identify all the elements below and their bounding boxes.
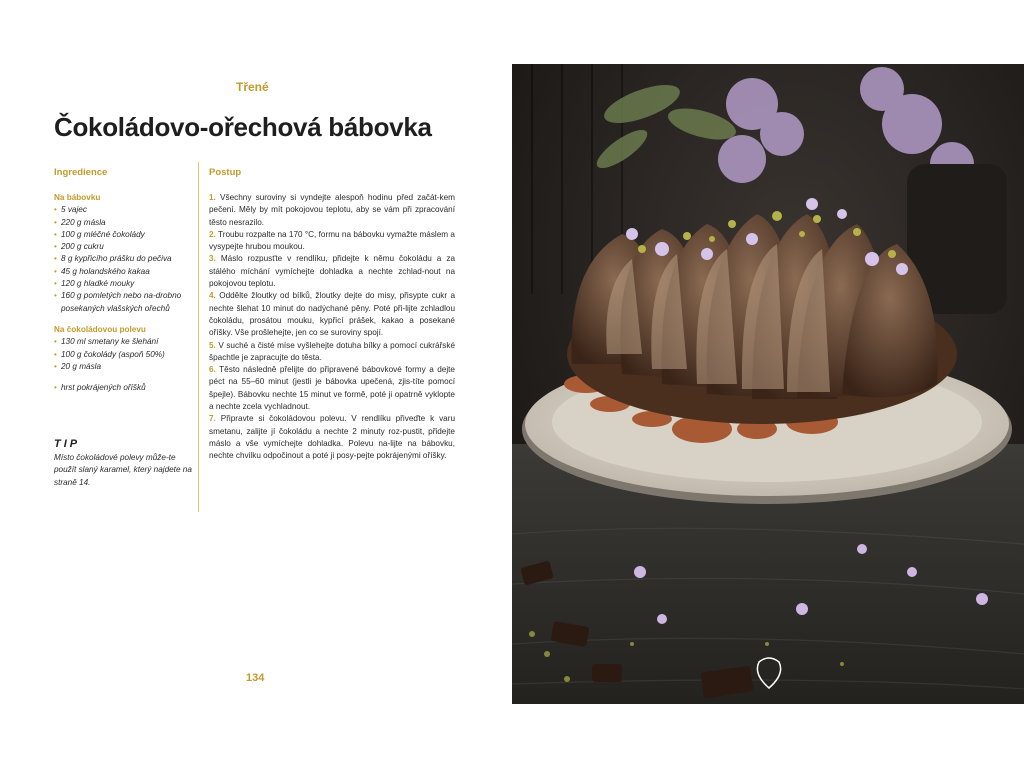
method-step [209,290,455,339]
step-number: 2. [209,229,216,239]
ingredient-item: • 45 g holandského kakaa [54,266,192,278]
method-step [209,364,455,413]
ingredient-item: • hrst pokrájených oříšků [54,382,192,394]
ingredient-list [54,204,192,315]
ingredient-item: • 130 ml smetany ke šlehání [54,336,192,348]
ingredient-item: • 5 vajec [54,204,192,216]
step-text: Těsto následně přelijte do připravené bábovkové formy a dejte péct na 55–60 minut (jestli je bábovka upečená, zjis-títe pomocí špejle). Bábovku nechte 15 minut ve formě, poté ji opatrně vyklopte a nechte zcela vychladnout. [209,365,455,412]
step-text: Všechny suroviny si vyndejte alespoň hodinu před začát-kem pečení. Měly by mít pokojovou teplotu, aby se vám při zpracování těsto nesrazilo. [209,193,455,227]
step-number: 5. [209,340,216,350]
ingredient-item: • 160 g pomletých nebo na-drobno posekaných vlašských ořechů [54,290,192,315]
step-number: 6. [209,365,216,375]
ingredients-column [54,192,192,403]
step-text: V suché a čisté míse vyšlehejte dotuha bílky a pomocí cukrářské špachtle je zapracujte do těsta. [209,340,455,362]
method-step [209,340,455,365]
ingredient-item: • 100 g čokolády (aspoň 50%) [54,349,192,361]
ingredient-item: • 220 g másla [54,217,192,229]
method-step [209,229,455,254]
bundt-cake-photo [512,64,1024,704]
ingredient-item: • 200 g cukru [54,241,192,253]
ingredient-item: • 20 g másla [54,361,192,373]
ingredient-item: • 120 g hladké mouky [54,278,192,290]
step-number: 3. [209,254,216,264]
method-steps [209,192,455,463]
method-heading: Postup [209,167,242,178]
method-step [209,192,455,229]
ingredient-list [54,336,192,373]
tip-text: Místo čokoládové polevy může-te použít slaný karamel, který najdete na straně 14. [54,453,192,487]
recipe-title: Čokoládovo-ořechová bábovka [54,112,432,142]
method-step [209,413,455,462]
step-number: 7. [209,414,216,424]
step-number: 1. [209,193,216,202]
step-number: 4. [209,291,216,301]
step-text: Máslo rozpusťte v rendlíku, přidejte k němu čokoládu a za stálého míchání vymíchejte dohladka a nechte zchlad-nout na pokojovou teplotu. [209,254,455,289]
column-divider [198,162,199,512]
method-step [209,253,455,290]
ingredient-list-extra [54,382,192,394]
ingredient-section-title: Na bábovku [54,193,101,202]
page-number: 134 [246,672,265,684]
step-text: Připravte si čokoládovou polevu. V rendlíku přiveďte k varu smetanu, zalijte jí čokoládu a nechte 2 minuty roz-pustit, přidejte máslo a vše vymíchejte dohladka. Polevu na-lijte na bábovku, nechte chvilku odpočinout a poté ji posy-pejte pokrájenými oříšky. [209,414,456,461]
ingredients-heading: Ingredience [54,167,108,178]
ingredient-item: • 100 g mléčné čokolády [54,229,192,241]
ingredient-item: • 8 g kypřicího prášku do pečiva [54,253,192,265]
category-label: Třené [236,80,269,94]
ingredient-section-title: Na čokoládovou polevu [54,324,146,334]
step-text: Oddělte žloutky od bílků, žloutky dejte do misy, přisypte cukr a nechte šlehat 10 minut do nadýchané pěny. Poté při-lijte zchladlou čokoládu, prosátou mouku, kypřicí prášek, kakao a posekané oříšky. Vše prošlehejte, jen co se suroviny spojí. [209,291,456,338]
tip-heading: TIP [54,438,81,450]
step-text: Troubu rozpalte na 170 °C, formu na bábovku vymažte máslem a vysypejte hrubou moukou. [209,229,455,252]
